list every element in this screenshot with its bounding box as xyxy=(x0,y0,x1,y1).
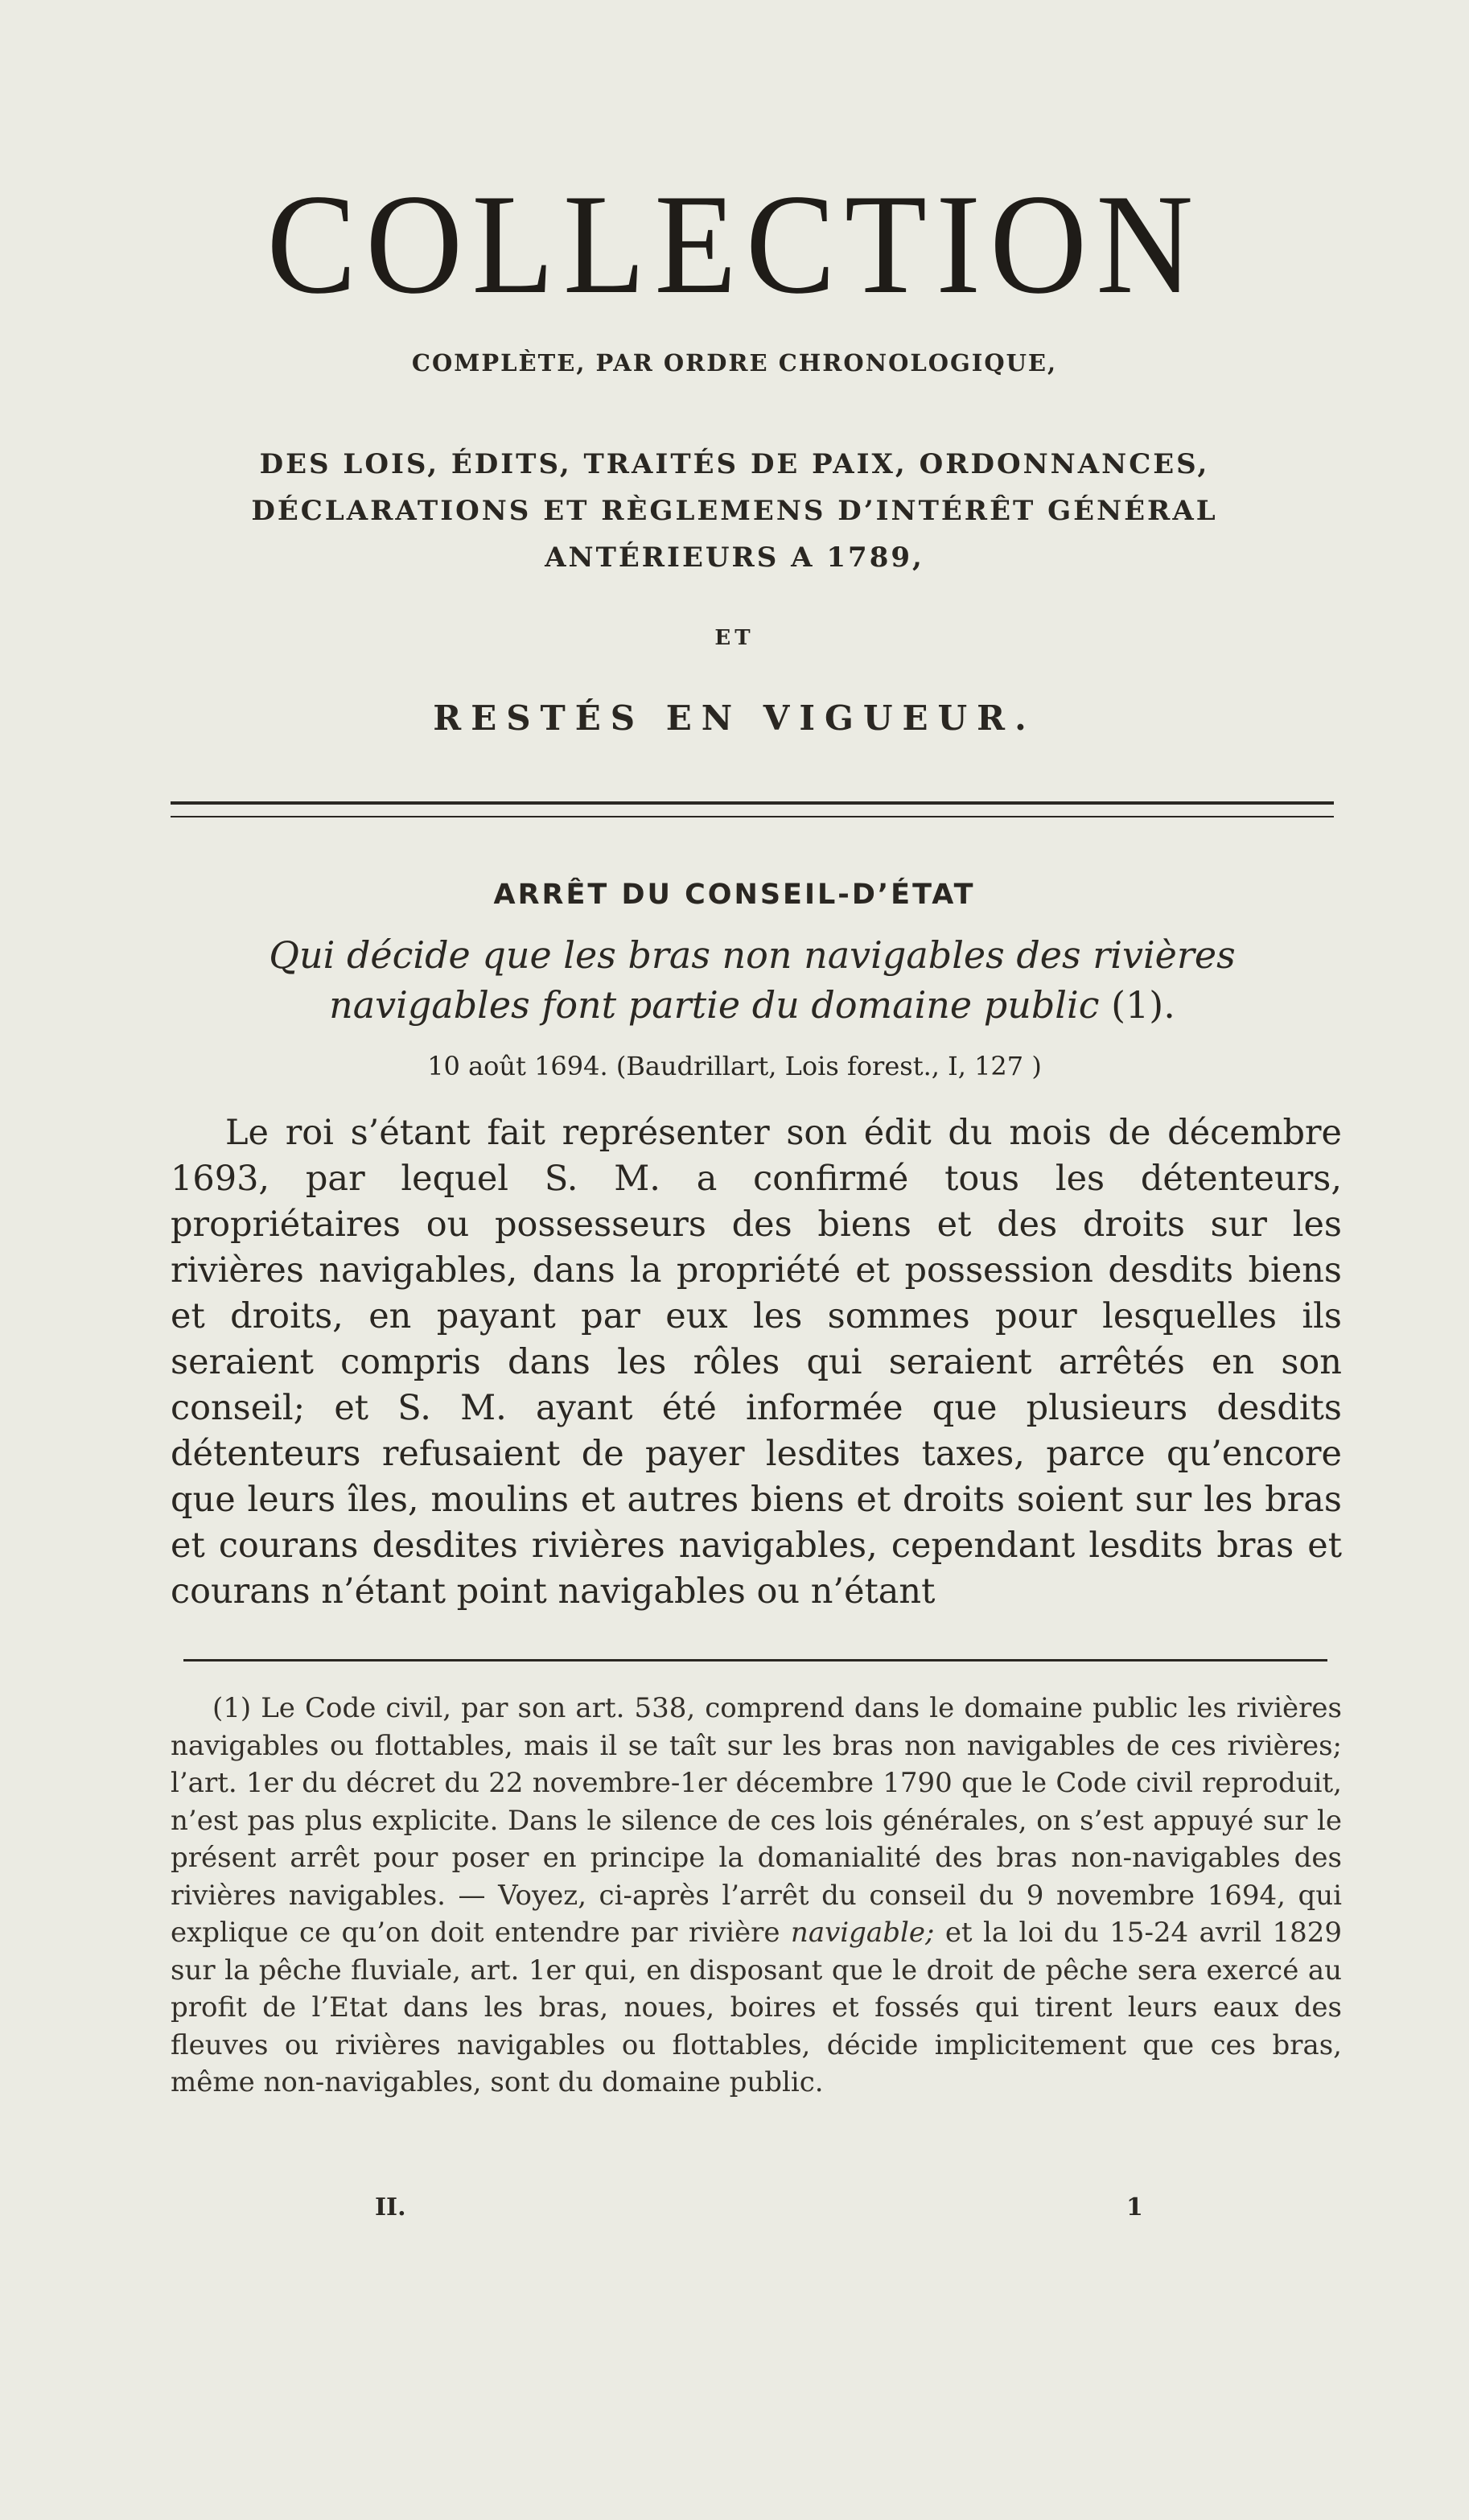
signature-mark: II. xyxy=(375,2193,406,2221)
title-line: DÉCLARATIONS ET RÈGLEMENS D’INTÉRÊT GÉNÉRAL xyxy=(251,495,1218,527)
section-subheading-text: Qui décide que les bras non navigables des rivières navigables font partie du domaine public xyxy=(269,933,1236,1027)
footnote-italic-term: navigable; xyxy=(790,1917,935,1949)
footnote-divider xyxy=(183,1659,1327,1661)
footnote-text-part2: et la loi du 15-24 avril 1829 sur la pêche fluviale, art. 1er qui, en disposant que le droit de pêche sera exercé au profit de l’Etat dans les bras, noues, boires et fossés qui tirent leurs eaux des fleuves ou rivières navigables ou flottables, décide implicitement que ces bras, même non-navigables, sont du domaine public. xyxy=(171,1917,1342,2098)
body-paragraph: Le roi s’étant fait représenter son édit du mois de décembre 1693, par lequel S. M. a confirmé tous les détenteurs, propriétaires ou possesseurs des biens et des droits sur les rivières navigables, dans la propriété et possession desdits biens et droits, en payant par eux les sommes pour lesquelles ils seraient compris dans les rôles qui seraient arrêtés en son conseil; et S. M. ayant été informée que plusieurs desdits détenteurs refusaient de payer lesdites taxes, parce qu’encore que leurs îles, moulins et autres biens et droits soient sur les bras et courans desdites rivières navigables, cependant lesdits bras et courans n’étant point navigables ou n’étant xyxy=(171,1113,1342,1612)
footnote-text-part1: (1) Le Code civil, par son art. 538, comprend dans le domaine public les rivières navigables ou flottables, mais il se taît sur les bras non navigables de ces rivières; l’art. 1er du décret du 22 novembre-1er décembre 1790 que le Code civil reproduit, n’est pas plus explicite. Dans le silence de ces lois générales, on s’est appuyé sur le présent arrêt pour poser en principe la domanialité des bras non-navigables des rivières navigables. — Voyez, ci-après l’arrêt du conseil du 9 novembre 1694, qui explique ce qu’on doit entendre par rivière xyxy=(171,1692,1342,1949)
title-subtitle: COMPLÈTE, PAR ORDRE CHRONOLOGIQUE, xyxy=(411,349,1058,377)
section-heading: ARRÊT DU CONSEIL-D’ÉTAT xyxy=(493,879,976,911)
footnote xyxy=(171,1690,1342,2102)
title-line: ANTÉRIEURS A 1789, xyxy=(545,541,924,574)
double-rule-divider xyxy=(171,801,1334,817)
section-subheading xyxy=(169,930,1335,1030)
page-title: COLLECTION xyxy=(266,164,1203,323)
date-citation: 10 août 1694. (Baudrillart, Lois forest., I, 127 ) xyxy=(427,1051,1042,1081)
title-line: DES LOIS, ÉDITS, TRAITÉS DE PAIX, ORDONNANCES, xyxy=(259,448,1210,480)
title-closing: RESTÉS EN VIGUEUR. xyxy=(433,698,1036,738)
footnote-reference: (1). xyxy=(1111,983,1175,1027)
title-conjunction: ET xyxy=(714,626,755,650)
page-number: 1 xyxy=(1126,2193,1143,2221)
title-description xyxy=(0,441,1469,581)
